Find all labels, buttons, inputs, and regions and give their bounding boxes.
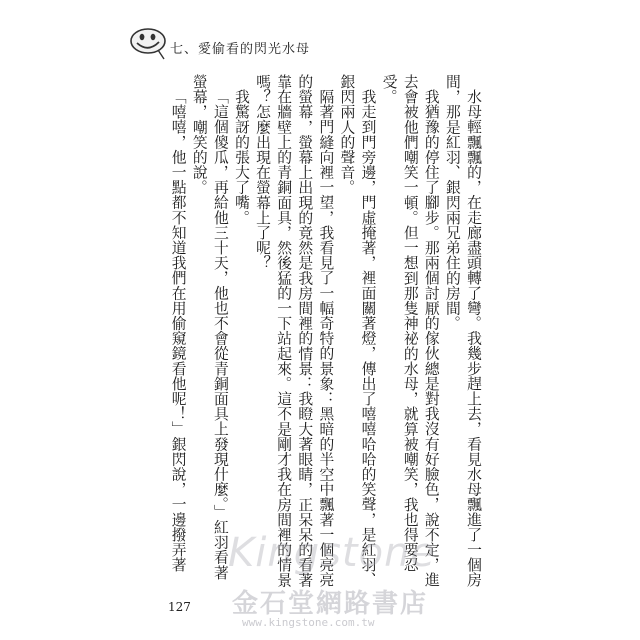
paragraph: 「這個傻瓜，再給他三十天，他也不會從青銅面具上發現什麼。」紅羽看著螢幕，嘲笑的說。 bbox=[190, 74, 229, 580]
watermark-store-name: 金石堂網路書店 bbox=[232, 589, 429, 619]
paragraph: 隔著門縫向裡一望，我看見了一幅奇特的景象：黑暗的半空中飄著一個亮亮的螢幕，螢幕上出現的竟然是我房間裡的情景：我瞪大著眼睛，正呆呆的看著靠在牆壁上的青銅面具，然後猛的一下站起來。這不是剛才我在房間裡的情景嗎？怎麼出現在螢幕上了呢？ bbox=[254, 74, 335, 588]
chapter-title: 七、愛偷看的閃光水母 bbox=[170, 42, 311, 57]
paragraph: 「嘻嘻，他一點都不知道我們在用偷窺鏡看他呢！」銀閃說，一邊撥弄著 bbox=[169, 88, 187, 572]
vertical-body-text bbox=[168, 74, 484, 594]
paragraph: 我走到門旁邊，門虛掩著，裡面關著燈，傳出了嘻嘻哈哈的笑聲，是紅羽、銀閃兩人的聲音。 bbox=[338, 74, 377, 588]
paragraph: 我猶豫的停住了腳步。那兩個討厭的傢伙總是對我沒有好臉色，說不定，進去會被他們嘲笑一頓。但一想到那隻神祕的水母，就算被嘲笑，我也得要忍受。 bbox=[380, 74, 440, 588]
page-number: 127 bbox=[168, 600, 191, 614]
chapter-header bbox=[128, 26, 428, 70]
smiley-balloon-icon bbox=[128, 26, 172, 60]
paragraph: 水母輕飄飄的，在走廊盡頭轉了彎。我幾步趕上去，看見水母飄進了一個房間，那是紅羽、銀閃兩兄弟住的房間。 bbox=[443, 74, 482, 588]
watermark-url: www.kingstone.com.tw bbox=[242, 616, 375, 629]
paragraph: 我驚訝的張大了嘴。 bbox=[232, 88, 250, 225]
watermark-brand: Kingstone bbox=[228, 530, 437, 576]
